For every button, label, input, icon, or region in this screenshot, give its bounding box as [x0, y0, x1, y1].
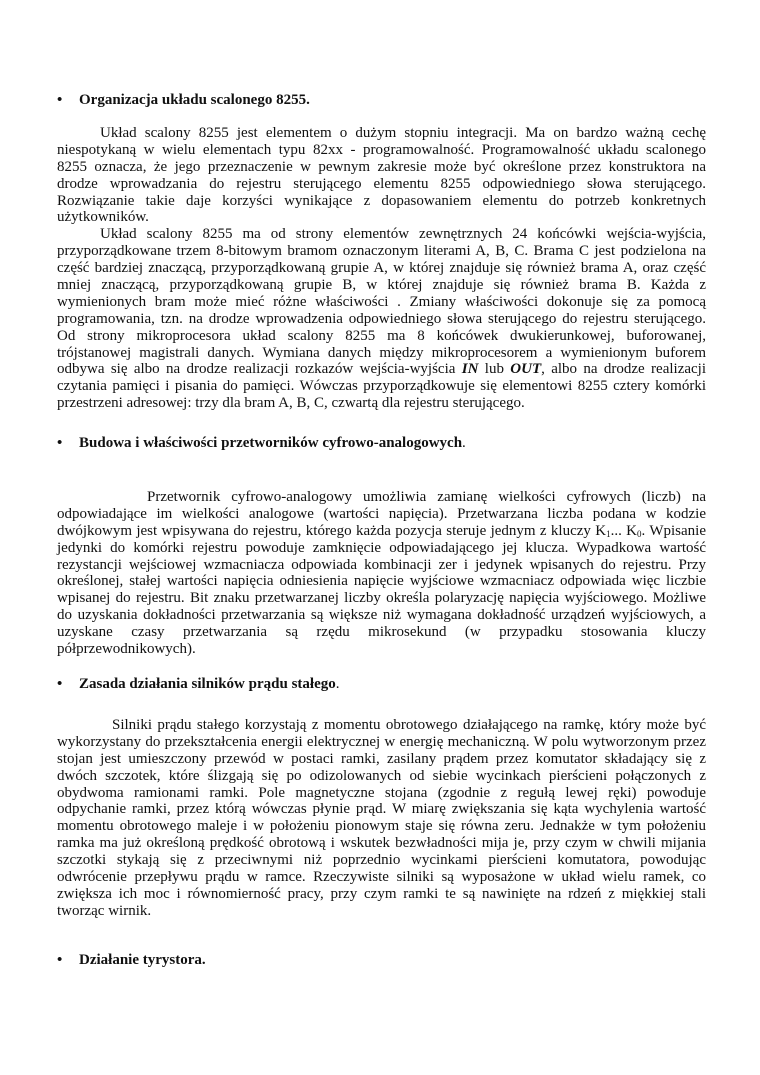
- text-line: [57, 768, 706, 785]
- text-line: [57, 624, 706, 641]
- text-line: [57, 193, 706, 210]
- line-text: wykorzystany do przekształcenia energii elektrycznej w energię mechaniczną. W polu wytworzonym przez: [57, 733, 706, 750]
- heading-text: Budowa i właściwości przetworników cyfrowo-analogowych: [79, 435, 463, 451]
- line-text: Układ scalony 8255 ma od strony elementów zewnętrznych 24 końcówki wejścia-wyjścia,: [100, 226, 706, 243]
- text-line: [57, 125, 706, 142]
- text-line: [57, 590, 706, 607]
- text-line: [57, 717, 706, 734]
- line-text: Przetwornik cyfrowo-analogowy umożliwia zamianę wielkości cyfrowych (liczb) na: [147, 489, 706, 505]
- text-line: [57, 345, 706, 362]
- text-line: [57, 277, 706, 294]
- text-line: [57, 209, 706, 226]
- bullet-icon: •: [57, 676, 63, 692]
- line-text: odpowiadające im wielkości analogowe (wartości napięcia). Przetwarzana liczba podana w kodzie: [57, 505, 706, 522]
- text-line: [57, 506, 706, 523]
- text-line: [57, 641, 706, 658]
- line-text: stojan jest umieszczony przewód w postaci ramki, zasilany prądem przez komutator składający się z: [57, 750, 706, 767]
- text-line: [57, 607, 706, 624]
- line-text: jedynki do komórki rejestru powoduje zamknięcie odpowiadającego jej klucza. Wypadkowa wartość: [57, 539, 706, 556]
- line-text: zwiększa ich moc i równomierność pracy, przy czym ramki te są nawinięte na rdzeń z miękkiej stali: [57, 885, 706, 902]
- line-text: Układ scalony 8255 jest elementem o dużym stopniu integracji. Ma on bardzo ważną cechę: [100, 125, 706, 141]
- paragraph: [57, 489, 706, 658]
- line-text: uzyskane czasy przetwarzania są rzędu mikrosekund (w przypadku stosowania kluczy: [57, 624, 706, 641]
- text-line: [57, 361, 706, 378]
- line-text: dwójkowym jest wpisywana do rejestru, którego każda pozycja steruje jednym z kluczy K: [57, 522, 607, 539]
- line-text: ... K: [610, 522, 638, 539]
- line-text: część bardziej znaczącą, przyporządkowaną grupie A, w której znajduje się również brama A, oraz część: [57, 260, 706, 277]
- line-text: dwóch szczotek, które ślizgają się po odizolowanych od siebie wycinkach pierścieni połączonych z: [57, 767, 706, 784]
- line-text: drodze wprowadzania do rejestru sterującego elementu 8255 odpowiedniego słowa sterującego.: [57, 175, 706, 192]
- text-line: [57, 159, 706, 176]
- line-text: odpychanie ramki, przez którą wówczas płynie prąd. W miarę zwiększania się kąta wychylenia wartość: [57, 801, 706, 818]
- line-text: odwrócenie przepływu prądu w ramce. Rzeczywiste silniki są wyposażone w układ wielu ramek, co: [57, 869, 706, 886]
- subscript-text: 1: [606, 528, 611, 539]
- line-text: wpisanej do rejestru. Bit znaku przetwarzanej liczby określa polaryzację napięcia wyjściowego. Możliwe: [57, 590, 706, 607]
- line-text: mniej znaczącą, przyporządkowaną grupie B, w której znajduje się również brama B. Każda z: [57, 277, 706, 294]
- heading-text: Działanie tyrystora.: [79, 952, 206, 968]
- line-text: programowania, tzn. na drodze wprowadzenia odpowiedniego słowa sterującego do rejestru sterującego.: [57, 310, 706, 327]
- text-line: [57, 260, 706, 277]
- emphasis-text: OUT: [510, 361, 542, 378]
- line-text: tworząc wirnik.: [57, 902, 152, 919]
- text-line: [57, 751, 706, 768]
- text-line: [57, 869, 706, 886]
- text-line: [57, 852, 706, 869]
- section-body: [57, 717, 706, 920]
- line-text: półprzewodnikowych).: [57, 641, 196, 658]
- line-text: Od strony mikroprocesora układ scalony 8255 ma 8 końcówek dwukierunkowej, buforowanej,: [57, 327, 706, 344]
- line-text: ramka ma już określoną prędkość obrotową i wskutek bezwładności mija je, przy czym w chwili mijania: [57, 835, 706, 852]
- text-line: [57, 801, 706, 818]
- heading-text: Organizacja układu scalonego 8255.: [79, 92, 310, 108]
- text-line: [57, 243, 706, 260]
- bullet-icon: •: [57, 952, 63, 968]
- text-line: [57, 489, 706, 506]
- text-line: [57, 378, 706, 395]
- text-line: [57, 573, 706, 590]
- paragraph: [57, 226, 706, 412]
- bullet-icon: •: [57, 92, 63, 108]
- section-body: [57, 489, 706, 658]
- heading-suffix: .: [462, 435, 466, 451]
- line-text: niespotykaną w wielu elementach typu 82xx - programowalność. Programowalność układu scalonego: [57, 141, 706, 158]
- text-line: [57, 523, 706, 540]
- text-line: [57, 176, 706, 193]
- line-text: szczotki stykają się z przeciwnymi niż poprzednio wycinkami pierścieni komutatora, powodując: [57, 852, 706, 869]
- heading-suffix: .: [335, 676, 340, 692]
- line-text: przyporządkowane trzem 8-bitowym bramom oznaczonym literami A, B, C. Brama C jest podzielona na: [57, 243, 706, 260]
- line-text: , albo na drodze realizacji: [541, 361, 707, 378]
- line-text: rezystancji wejściowej wzmacniacza odpowiada kombinacji zer i jedynek wpisanych do rejestru. Przy: [57, 556, 706, 573]
- heading-text: Zasada działania silników prądu stałego: [79, 676, 336, 692]
- text-line: [57, 226, 706, 243]
- text-line: [57, 540, 706, 557]
- text-line: [57, 835, 706, 852]
- text-line: [57, 395, 706, 412]
- text-line: [57, 557, 706, 574]
- line-text: . Wpisanie: [641, 522, 706, 539]
- bullet-icon: •: [57, 435, 63, 451]
- line-text: określonej, stałej wartości napięcia odniesienia napięcie wyjściowe wzmacniacz odpowiada więc liczbie: [57, 573, 706, 590]
- line-text: użytkowników.: [57, 209, 149, 226]
- line-text: czytania pamięci i pisania do pamięci. Wówczas przyporządkowuje się elementowi 8255 cztery komórki: [57, 378, 706, 395]
- line-text: przestrzeni adresowej: trzy dla bram A, B, C, czwartą dla rejestru sterującego.: [57, 395, 525, 412]
- subscript-text: 0: [637, 528, 642, 539]
- paragraph: [57, 717, 706, 920]
- line-text: Rozwiązanie takie daje korzyści wynikające z dopasowaniem elementu do potrzeb konkretnych: [57, 192, 706, 209]
- line-text: Silniki prądu stałego korzystają z momentu obrotowego działającego na ramkę, który może być: [112, 717, 706, 733]
- line-text: trójstanowej magistrali danych. Wymiana danych między mikroprocesorem a wymienionym buforem: [57, 344, 706, 361]
- text-line: [57, 903, 706, 920]
- text-line: [57, 328, 706, 345]
- text-line: [57, 734, 706, 751]
- line-text: wymienionych bram może mieć różne właściwości . Zmiany właściwości dokonuje się za pomocą: [57, 293, 706, 310]
- text-line: [57, 142, 706, 159]
- text-line: [57, 818, 706, 835]
- line-text: 8255 oznacza, że jego przeznaczenie w pewnym zakresie może być określone przez konstruktora na: [57, 158, 706, 175]
- paragraph: [57, 125, 706, 226]
- line-text: obydwoma ramionami ramki. Pole magnetyczne stojana (zgodnie z regułą lewej ręki) powoduje: [57, 784, 706, 801]
- line-text: odbywa się albo na drodze realizacji rozkazów wejścia-wyjścia: [57, 361, 462, 378]
- section-body: [57, 125, 706, 412]
- text-line: [57, 294, 706, 311]
- text-line: [57, 886, 706, 903]
- text-line: [57, 785, 706, 802]
- text-line: [57, 311, 706, 328]
- line-text: momentu obrotowego maleje i w położeniu pionowym staje się równa zeru. Jednakże w tym położeniu: [57, 818, 706, 835]
- emphasis-text: IN: [461, 361, 479, 378]
- line-text: do uzyskania dokładności przetwarzania są większe niż wymagana dokładność urządzeń wyjściowych, a: [57, 607, 706, 624]
- line-text: lub: [478, 361, 511, 378]
